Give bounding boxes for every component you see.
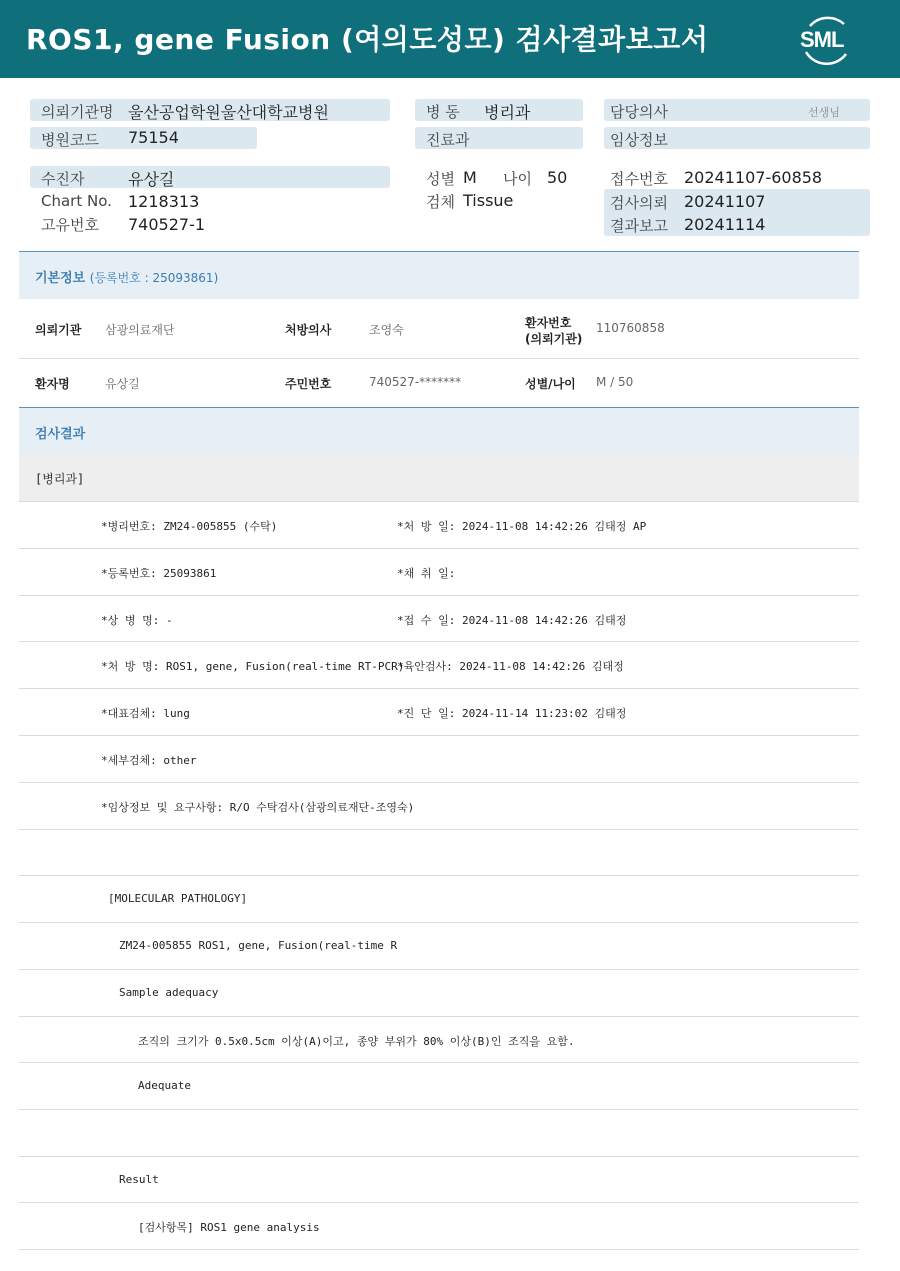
result-line-left: *처 방 명: ROS1, gene, Fusion(real-time RT-PCR) [101, 660, 405, 673]
result-line [19, 689, 859, 736]
result-line-right: *채 취 일: [397, 567, 456, 580]
chart-label: Chart No. [41, 192, 112, 210]
result-line [19, 1063, 859, 1110]
report-header [0, 0, 900, 78]
patient-value: 유상길 [128, 170, 175, 189]
chart-value: 1218313 [128, 192, 200, 211]
doctor-suffix: 선생님 [808, 106, 840, 119]
result-line [19, 1157, 859, 1203]
result-line [19, 923, 859, 970]
test-request-value: 20241107 [684, 192, 766, 211]
receipt-value: 20241107-60858 [684, 168, 823, 187]
result-line-left: ZM24-005855 ROS1, gene, Fusion(real-time R [119, 939, 398, 952]
result-line [19, 596, 859, 642]
receipt-label: 접수번호 [610, 170, 668, 188]
report-title: ROS1, gene Fusion (여의도성모) 검사결과보고서 [26, 23, 709, 56]
sex-label: 성별 [426, 170, 455, 188]
result-line-left: *상 병 명: - [101, 614, 173, 627]
sml-logo [796, 12, 856, 66]
result-line-right: *진 단 일: 2024-11-14 11:23:02 김태정 [397, 707, 627, 720]
result-line [19, 876, 859, 923]
basic-info-subtitle: (등록번호 : 25093861) [89, 271, 219, 285]
prescriber-val: 조영숙 [369, 323, 404, 337]
clinical-info-label: 임상정보 [610, 131, 668, 149]
results-title: 검사결과 [35, 427, 86, 442]
result-line-left: Adequate [138, 1079, 191, 1092]
basic-info-row [19, 359, 859, 407]
patient-name-val: 유상길 [105, 377, 140, 391]
unique-label: 고유번호 [41, 216, 99, 234]
patient-label: 수진자 [41, 170, 85, 188]
result-line [19, 736, 859, 783]
result-line-left: Result [119, 1173, 159, 1186]
patient-no-key: 환자번호 [525, 316, 572, 330]
department-label: [병리과] [35, 472, 85, 486]
test-request-label: 검사의뢰 [610, 194, 668, 212]
results-header [19, 407, 859, 455]
doctor-label: 담당의사 [610, 103, 668, 121]
patient-no-key-sub: (의뢰기관) [525, 332, 583, 346]
request-org-val: 삼광의료재단 [105, 323, 175, 337]
basic-info-title: 기본정보 (등록번호 : 25093861) [35, 271, 219, 286]
result-line-left: [MOLECULAR PATHOLOGY] [108, 892, 248, 905]
result-line-left: *대표검체: lung [101, 707, 190, 720]
sex-value: M [463, 168, 477, 187]
resident-no-val: 740527-******* [369, 375, 462, 389]
result-line-left: [검사항목] ROS1 gene analysis [138, 1221, 320, 1234]
result-line-left: 조직의 크기가 0.5x0.5cm 이상(A)이고, 종양 부위가 80% 이상(B)인 조직을 요함. [138, 1035, 575, 1048]
result-line-right: *접 수 일: 2024-11-08 14:42:26 김태정 [397, 614, 627, 627]
result-line [19, 783, 859, 830]
hospital-code-value: 75154 [128, 128, 179, 147]
result-line-left: *임상정보 및 요구사항: R/O 수탁검사(삼광의료재단-조영숙) [101, 801, 415, 814]
sex-age-val: M / 50 [596, 375, 634, 389]
result-line-left: *등록번호: 25093861 [101, 567, 217, 580]
age-value: 50 [547, 168, 568, 187]
dept-label: 진료과 [426, 131, 470, 149]
request-org-label: 의뢰기관명 [41, 103, 114, 121]
result-line-left: Sample adequacy [119, 986, 219, 999]
result-report-label: 결과보고 [610, 217, 668, 235]
age-label: 나이 [503, 170, 532, 188]
specimen-value: Tissue [463, 191, 514, 210]
ward-label: 병 동 [426, 103, 460, 121]
result-line-right: *처 방 일: 2024-11-08 14:42:26 김태정 AP [397, 520, 647, 533]
result-line [19, 970, 859, 1017]
request-org-key: 의뢰기관 [35, 323, 82, 337]
result-line [19, 642, 859, 689]
result-line [19, 830, 859, 876]
result-line [19, 549, 859, 596]
result-line [19, 1017, 859, 1063]
logo-text: SML [800, 27, 844, 52]
patient-name-key: 환자명 [35, 377, 70, 391]
result-line-left: *병리번호: ZM24-005855 (수탁) [101, 520, 278, 533]
basic-info-row [19, 299, 859, 359]
patient-no-val: 110760858 [596, 321, 665, 335]
hospital-code-label: 병원코드 [41, 131, 99, 149]
resident-no-key: 주민번호 [285, 377, 332, 391]
result-line [19, 1203, 859, 1250]
basic-info-header [19, 251, 859, 299]
result-line [19, 1110, 859, 1157]
unique-value: 740527-1 [128, 215, 206, 234]
sex-age-key: 성별/나이 [525, 377, 576, 391]
specimen-label: 검체 [426, 193, 455, 211]
prescriber-key: 처방의사 [285, 323, 332, 337]
request-org-value: 울산공업학원울산대학교병원 [128, 103, 329, 122]
ward-value: 병리과 [484, 103, 531, 122]
department-row [19, 455, 859, 502]
result-line [19, 502, 859, 549]
result-line-left: *세부검체: other [101, 754, 197, 767]
result-report-value: 20241114 [684, 215, 766, 234]
result-line-right: *육안검사: 2024-11-08 14:42:26 김태정 [397, 660, 624, 673]
